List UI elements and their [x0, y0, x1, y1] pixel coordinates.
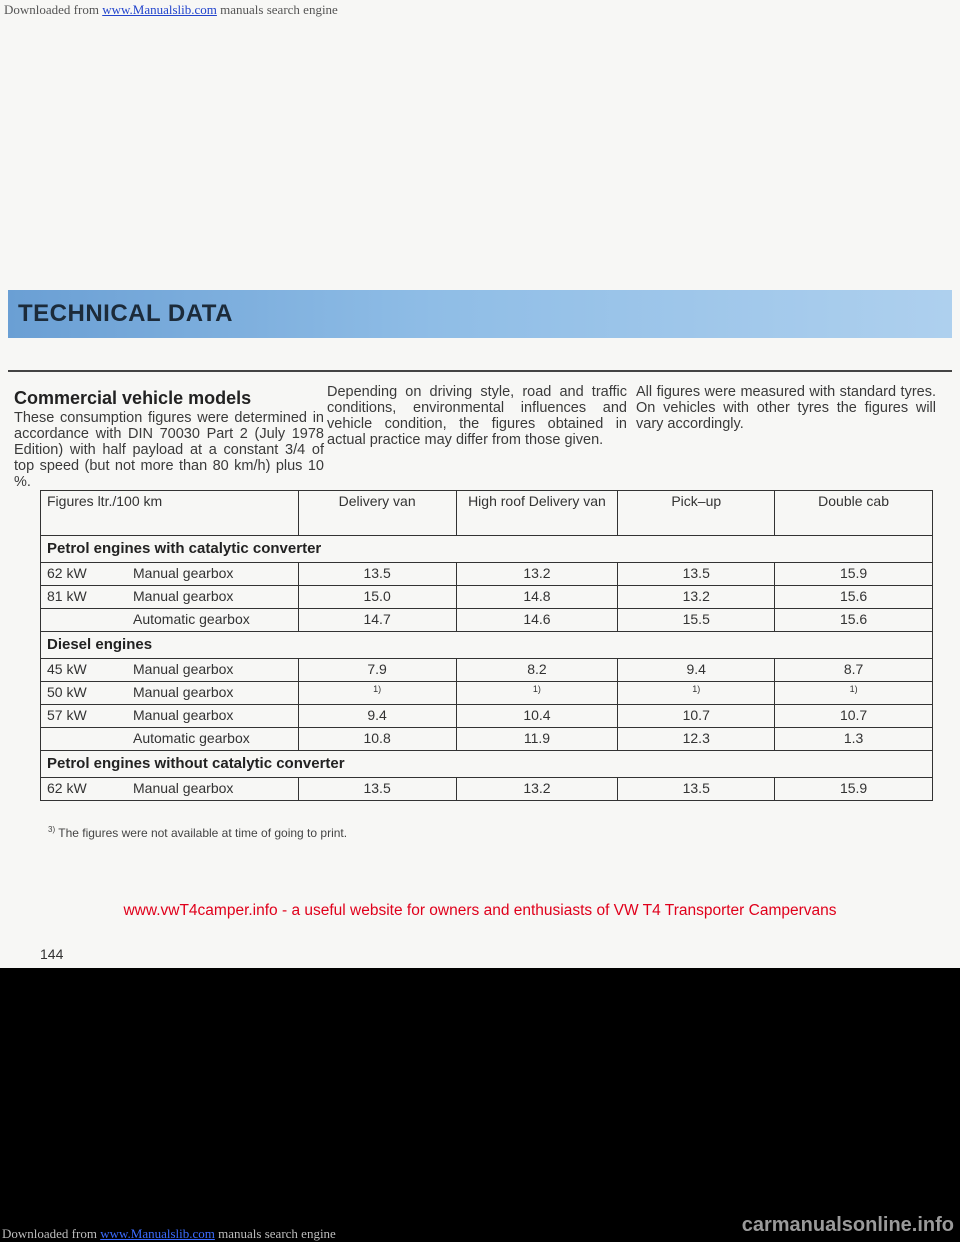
value-cell: 15.9: [775, 563, 933, 586]
value-cell: 1.3: [775, 728, 933, 751]
divider: [8, 370, 952, 372]
engine-cell: 57 kW Manual gearbox: [41, 705, 299, 728]
value-cell: 15.5: [618, 609, 775, 632]
intro-text-3: All figures were measured with standard tyres. On vehicles with other tyres the figures will vary accordingly.: [636, 384, 936, 432]
header-cell: Figures ltr./100 km: [41, 491, 299, 536]
table-row: [41, 659, 933, 682]
value-cell: 13.5: [298, 563, 456, 586]
header-cell: Delivery van: [298, 491, 456, 536]
value-cell: 10.7: [618, 705, 775, 728]
value-cell: 1): [618, 682, 775, 705]
value-cell: 13.2: [618, 586, 775, 609]
value-cell: 13.2: [456, 778, 618, 801]
website-note: www.vwT4camper.info - a useful website for owners and enthusiasts of VW T4 Transporter Campervans: [123, 902, 837, 919]
table-row: [41, 563, 933, 586]
group-row: [41, 536, 933, 563]
value-cell: 15.6: [775, 609, 933, 632]
table-row: [41, 728, 933, 751]
engine-cell: Automatic gearbox: [41, 728, 299, 751]
download-note-top: Downloaded from www.Manualslib.com manuals search engine: [4, 2, 338, 17]
group-label: Diesel engines: [41, 632, 933, 659]
value-cell: 12.3: [618, 728, 775, 751]
value-cell: 14.6: [456, 609, 618, 632]
value-cell: 9.4: [298, 705, 456, 728]
value-cell: 8.2: [456, 659, 618, 682]
value-cell: 14.8: [456, 586, 618, 609]
value-cell: 13.5: [298, 778, 456, 801]
footnote: [48, 823, 348, 840]
table-row: [41, 705, 933, 728]
engine-cell: 62 kW Manual gearbox: [41, 563, 299, 586]
value-cell: 15.0: [298, 586, 456, 609]
value-cell: 13.5: [618, 563, 775, 586]
value-cell: 1): [298, 682, 456, 705]
section-title: TECHNICAL DATA: [18, 300, 233, 327]
engine-cell: 50 kW Manual gearbox: [41, 682, 299, 705]
value-cell: 10.8: [298, 728, 456, 751]
download-note-bottom: Downloaded from www.Manualslib.com manuals search engine: [2, 1226, 336, 1241]
header-cell: Double cab: [775, 491, 933, 536]
header-cell: High roof Delivery van: [456, 491, 618, 536]
value-cell: 15.6: [775, 586, 933, 609]
value-cell: 15.9: [775, 778, 933, 801]
value-cell: 7.9: [298, 659, 456, 682]
group-label: Petrol engines without catalytic converter: [41, 751, 933, 778]
table-header-row: [41, 491, 933, 536]
group-row: [41, 632, 933, 659]
engine-cell: 81 kW Manual gearbox: [41, 586, 299, 609]
consumption-table: [40, 490, 933, 801]
value-cell: 8.7: [775, 659, 933, 682]
intro-column-3: [636, 384, 936, 432]
manualslib-link-bottom[interactable]: www.Manualslib.com: [100, 1226, 215, 1241]
engine-cell: 45 kW Manual gearbox: [41, 659, 299, 682]
intro-column-1: [14, 384, 324, 490]
group-label: Petrol engines with catalytic converter: [41, 536, 933, 563]
footnote-mark: 3): [48, 825, 56, 834]
engine-cell: Automatic gearbox: [41, 609, 299, 632]
value-cell: 14.7: [298, 609, 456, 632]
footnote-text: The figures were not available at time of going to print.: [58, 826, 348, 840]
group-row: [41, 751, 933, 778]
intro-column-2: [327, 384, 627, 448]
table-row: [41, 682, 933, 705]
header-cell: Pick–up: [618, 491, 775, 536]
table-row: [41, 586, 933, 609]
intro-text-1: These consumption figures were determined in accordance with DIN 70030 Part 2 (July 1978 Edition) with half payload at a constant 3/4 of top speed (but not more than 80 km/h) plus 10 %.: [14, 410, 324, 490]
value-cell: 1): [775, 682, 933, 705]
section-banner: [8, 290, 952, 338]
manualslib-link-top[interactable]: www.Manualslib.com: [102, 2, 217, 17]
value-cell: 10.4: [456, 705, 618, 728]
intro-heading: Commercial vehicle models: [14, 388, 252, 408]
value-cell: 1): [456, 682, 618, 705]
value-cell: 13.5: [618, 778, 775, 801]
page-number: 144: [40, 946, 64, 962]
watermark-site: carmanualsonline.info: [741, 1214, 954, 1236]
value-cell: 10.7: [775, 705, 933, 728]
table-row: [41, 778, 933, 801]
intro-text-2: Depending on driving style, road and traffic conditions, environmental influences and vehicle condition, the figures obtained in actual practice may differ from those given.: [327, 384, 627, 448]
value-cell: 9.4: [618, 659, 775, 682]
value-cell: 13.2: [456, 563, 618, 586]
value-cell: 11.9: [456, 728, 618, 751]
engine-cell: 62 kW Manual gearbox: [41, 778, 299, 801]
table-row: [41, 609, 933, 632]
